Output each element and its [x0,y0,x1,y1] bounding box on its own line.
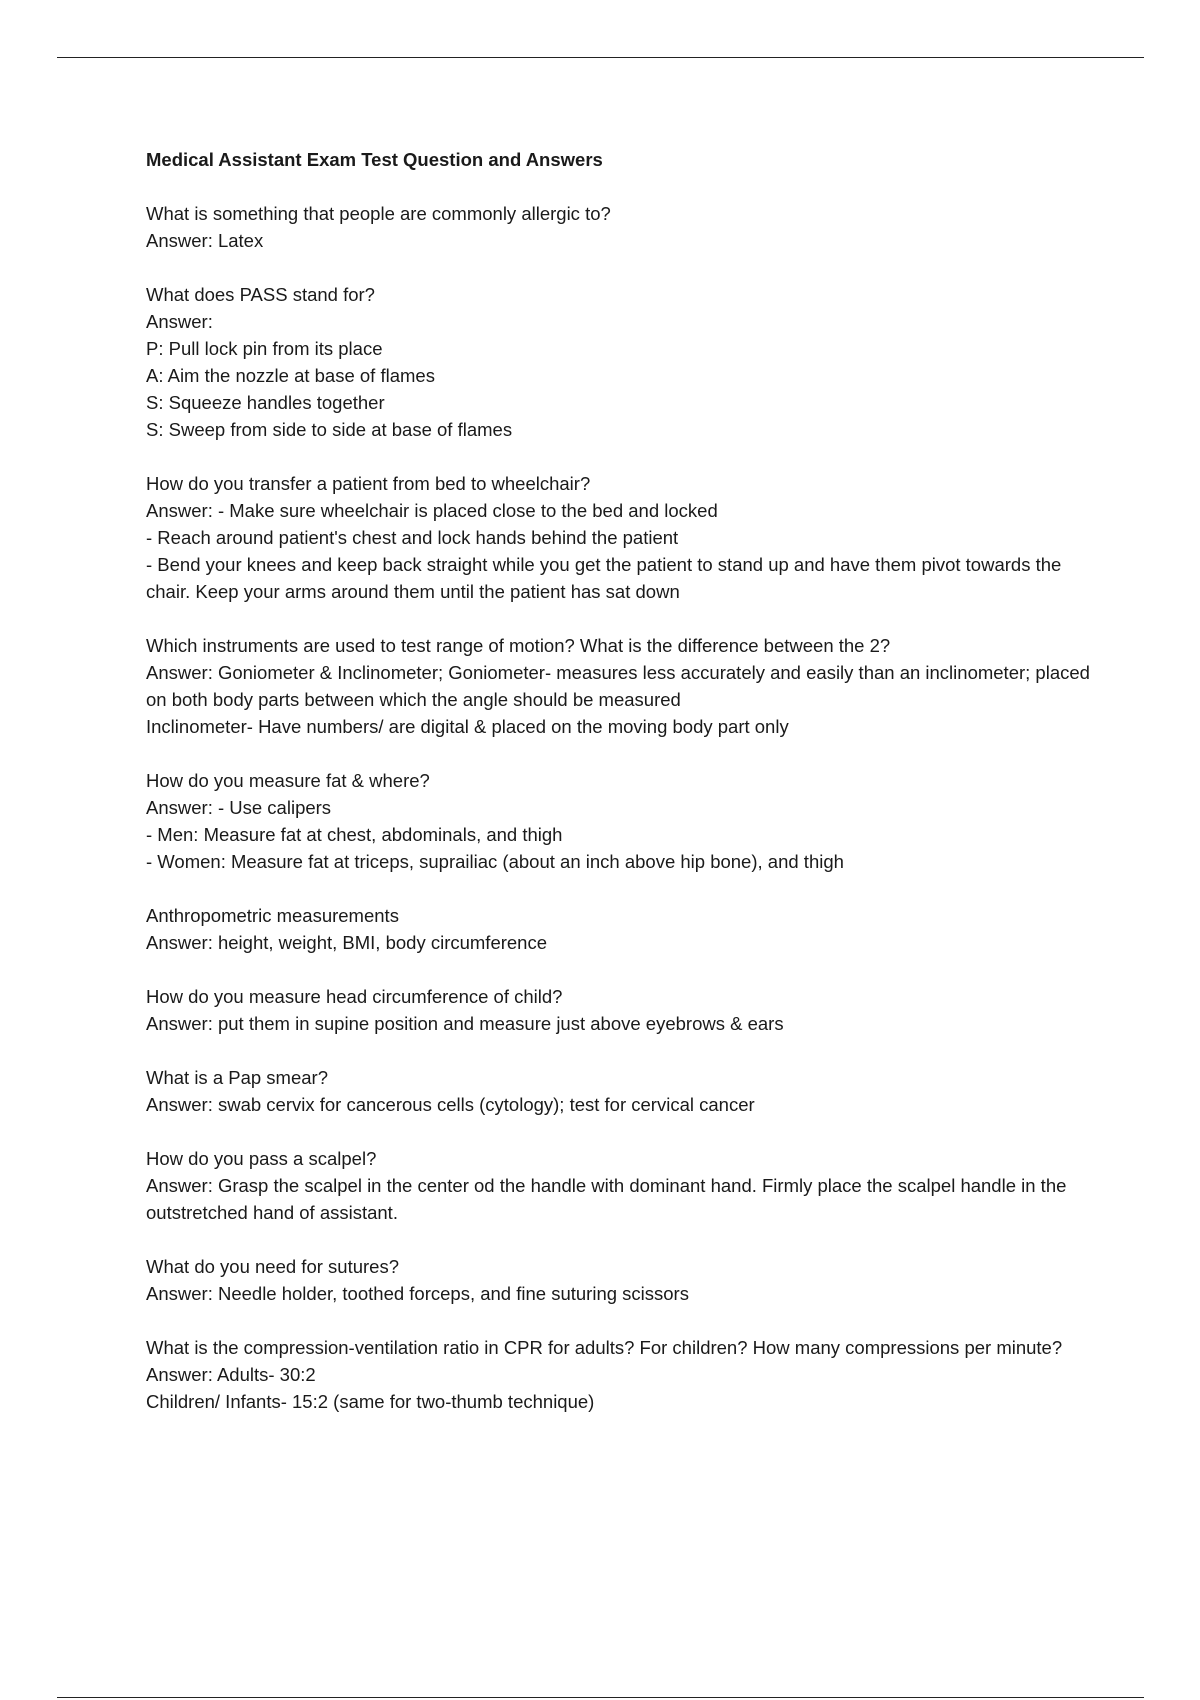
question-text: How do you transfer a patient from bed to wheelchair? [146,473,591,494]
question-text: What is something that people are commonly allergic to? [146,203,611,224]
question-text: What is the compression-ventilation ratio in CPR for adults? For children? How many compressions per minute? [146,1337,1063,1358]
qa-item [146,470,1106,605]
answer-line: - Bend your knees and keep back straight while you get the patient to stand up and have them pivot towards the chair. Keep your arms around them until the patient has sat down [146,554,1067,602]
qa-item [146,1064,1106,1118]
question-text: What is a Pap smear? [146,1067,328,1088]
answer-line: Answer: - Use calipers [146,797,332,818]
qa-list [146,200,1106,1415]
answer-line: - Women: Measure fat at triceps, suprailiac (about an inch above hip bone), and thigh [146,851,844,872]
qa-item [146,632,1106,740]
qa-item [146,1145,1106,1226]
qa-item [146,902,1106,956]
answer-line: - Men: Measure fat at chest, abdominals, and thigh [146,824,563,845]
question-text: How do you measure fat & where? [146,770,430,791]
answer-line: Answer: put them in supine position and measure just above eyebrows & ears [146,1013,784,1034]
qa-item [146,1334,1106,1415]
qa-item [146,200,1106,254]
qa-item [146,983,1106,1037]
answer-line: Children/ Infants- 15:2 (same for two-thumb technique) [146,1391,595,1412]
qa-item [146,767,1106,875]
answer-line: Answer: Goniometer & Inclinometer; Goniometer- measures less accurately and easily than an inclinometer; placed on both body parts between which the angle should be measured [146,662,1096,710]
document-title: Medical Assistant Exam Test Question and Answers [146,149,603,170]
answer-line: Answer: Latex [146,230,264,251]
answer-line: S: Squeeze handles together [146,392,385,413]
answer-line: P: Pull lock pin from its place [146,338,383,359]
answer-line: Answer: Adults- 30:2 [146,1364,316,1385]
top-divider [57,57,1144,58]
qa-item [146,281,1106,443]
answer-line: S: Sweep from side to side at base of flames [146,419,513,440]
answer-line: - Reach around patient's chest and lock hands behind the patient [146,527,679,548]
question-text: Anthropometric measurements [146,905,399,926]
question-text: What do you need for sutures? [146,1256,399,1277]
question-text: What does PASS stand for? [146,284,375,305]
question-text: Which instruments are used to test range of motion? What is the difference between the 2? [146,635,891,656]
answer-line: Answer: swab cervix for cancerous cells (cytology); test for cervical cancer [146,1094,755,1115]
answer-line: Answer: [146,311,213,332]
answer-line: Answer: height, weight, BMI, body circumference [146,932,548,953]
bottom-divider [57,1697,1144,1698]
question-text: How do you measure head circumference of child? [146,986,563,1007]
answer-line: Answer: Grasp the scalpel in the center od the handle with dominant hand. Firmly place the scalpel handle in the outstretched hand of assistant. [146,1175,1072,1223]
answer-line: A: Aim the nozzle at base of flames [146,365,435,386]
document-page [146,146,1106,1442]
question-text: How do you pass a scalpel? [146,1148,377,1169]
answer-line: Answer: Needle holder, toothed forceps, and fine suturing scissors [146,1283,689,1304]
answer-line: Inclinometer- Have numbers/ are digital & placed on the moving body part only [146,716,789,737]
qa-item [146,1253,1106,1307]
answer-line: Answer: - Make sure wheelchair is placed close to the bed and locked [146,500,718,521]
